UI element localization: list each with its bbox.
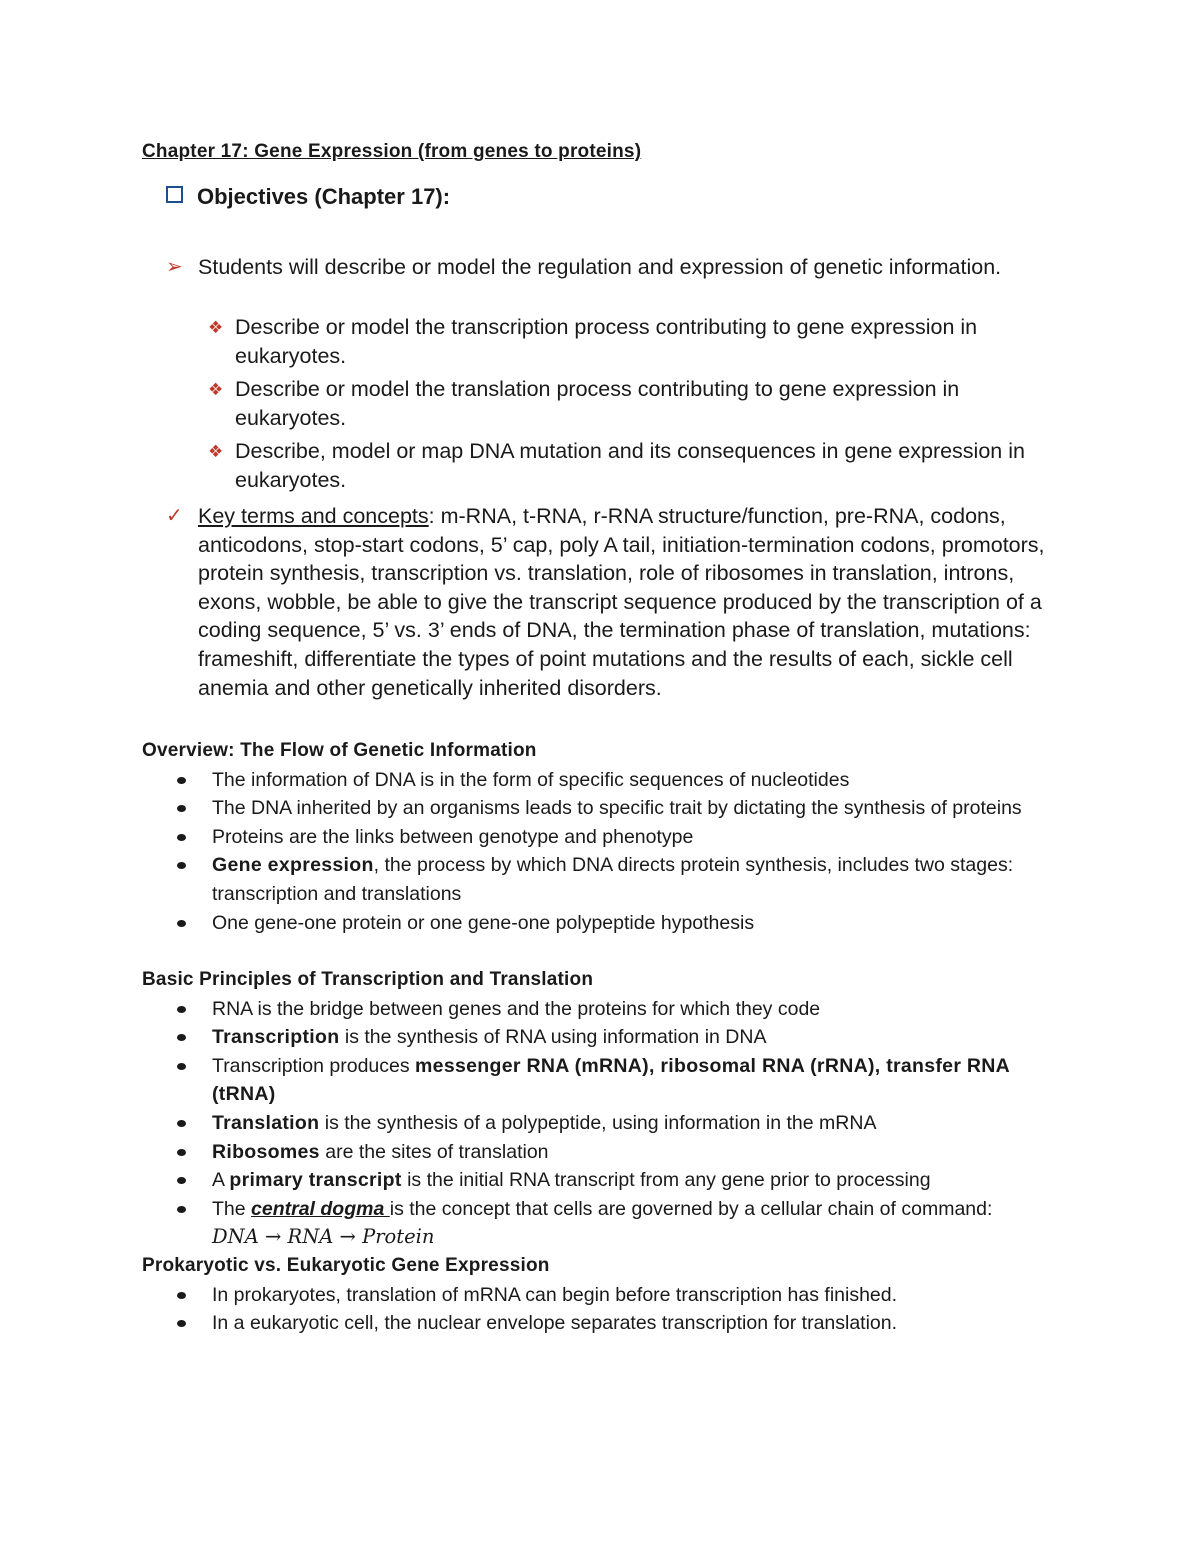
- checkbox-icon: [166, 186, 183, 203]
- diamond-bullet-icon: ❖: [208, 318, 224, 337]
- objectives-main-point: [166, 253, 1046, 282]
- list-item-text: In a eukaryotic cell, the nuclear envelope separates transcription for translation.: [212, 1312, 898, 1335]
- list-item-text: One gene-one protein or one gene-one polypeptide hypothesis: [212, 911, 755, 934]
- list-item-text: A: [212, 1169, 230, 1192]
- key-terms-body: : m-RNA, t-RNA, r-RNA structure/function, pre-RNA, codons, anticodons, stop-start codons, 5’ cap, poly A tail, initiation-termination codons, promotors, protein synthesis, transcription vs. translation, role of ribosomes in translation, introns, exons, wobble, be able to give the transcript sequence produced by the transcription of a coding sequence, 5’ vs. 3’ ends of DNA, the termination phase of translation, mutations: frameshift, differentiate the types of point mutations and the results of each, sickle cell anemia and other genetically inherited disorders.: [198, 504, 1045, 700]
- checkmark-icon: ✓: [166, 505, 183, 527]
- section-heading: Prokaryotic vs. Eukaryotic Gene Expression: [142, 1255, 550, 1276]
- main-point-text: Students will describe or model the regulation and expression of genetic information.: [198, 255, 1002, 279]
- objective-sub-item: [208, 437, 1048, 495]
- key-terms-text: [198, 502, 1046, 702]
- list-item-text: In prokaryotes, translation of mRNA can begin before transcription has finished.: [212, 1283, 898, 1306]
- list-item: [142, 995, 1042, 1024]
- term-bold: messenger RNA (mRNA), ribosomal RNA (rRNA), transfer RNA (tRNA): [212, 1054, 1010, 1106]
- central-dogma-term: central dogma: [251, 1197, 390, 1220]
- list-item: [142, 1023, 1042, 1052]
- objective-sub-item: [208, 375, 1048, 433]
- list-item-text: is the initial RNA transcript from any gene prior to processing: [401, 1169, 931, 1192]
- diamond-bullet-icon: ❖: [208, 380, 224, 399]
- list-item-text: is the synthesis of RNA using information in DNA: [339, 1026, 767, 1049]
- section-heading: Basic Principles of Transcription and Translation: [142, 969, 594, 990]
- list-item-text: is the concept that cells are governed by a cellular chain of command:: [389, 1197, 993, 1220]
- basic-principles-section: [142, 966, 1042, 1252]
- term-bold: Translation: [212, 1111, 320, 1134]
- list-item-text: RNA is the bridge between genes and the proteins for which they code: [212, 997, 821, 1020]
- list-item: [142, 1281, 1042, 1310]
- term-bold: Transcription: [212, 1026, 340, 1049]
- sub-item-text: Describe or model the translation process contributing to gene expression in eukaryotes.: [235, 377, 960, 430]
- list-item: [142, 1166, 1042, 1195]
- list-item: [142, 1109, 1042, 1138]
- list-item: [142, 1309, 1042, 1338]
- list-item: [142, 1195, 1042, 1252]
- term-bold: Ribosomes: [212, 1140, 320, 1163]
- list-item: [142, 766, 1042, 795]
- list-item-text: The information of DNA is in the form of specific sequences of nucleotides: [212, 768, 850, 791]
- list-item-text: The DNA inherited by an organisms leads to specific trait by dictating the synthesis of proteins: [212, 797, 1022, 820]
- objective-sub-item: [208, 313, 1048, 371]
- objectives-heading-text: Objectives (Chapter 17):: [197, 184, 451, 209]
- dogma-formula: DNA → RNA → Protein: [212, 1225, 435, 1249]
- list-item: [142, 909, 1042, 938]
- arrow-bullet-icon: ➢: [166, 256, 183, 278]
- key-terms-label: Key terms and concepts: [198, 504, 429, 528]
- sub-item-text: Describe, model or map DNA mutation and its consequences in gene expression in eukaryotes.: [235, 439, 1025, 492]
- list-item: [142, 851, 1042, 908]
- objectives-sub-list: [208, 313, 1048, 499]
- prok-euk-section: [142, 1252, 1042, 1338]
- basic-principles-list: [142, 995, 1042, 1252]
- term-bold: Gene expression: [212, 854, 374, 877]
- objectives-heading: [166, 184, 450, 210]
- list-item: [142, 1138, 1042, 1167]
- list-item-text: The: [212, 1197, 252, 1220]
- chapter-title: Chapter 17: Gene Expression (from genes to proteins): [142, 141, 642, 162]
- list-item-text: are the sites of translation: [319, 1140, 549, 1163]
- list-item: [142, 823, 1042, 852]
- list-item-text: , the process by which DNA directs protein synthesis, includes two stages: transcription and translations: [212, 854, 1014, 905]
- list-item-text: Proteins are the links between genotype and phenotype: [212, 825, 694, 848]
- list-item-text: is the synthesis of a polypeptide, using information in the mRNA: [319, 1111, 877, 1134]
- diamond-bullet-icon: ❖: [208, 442, 224, 461]
- overview-section: [142, 737, 1042, 937]
- sub-item-text: Describe or model the transcription process contributing to gene expression in eukaryotes.: [235, 315, 978, 368]
- section-heading: Overview: The Flow of Genetic Information: [142, 740, 537, 761]
- list-item-text: Transcription produces: [212, 1054, 416, 1077]
- list-item: [142, 1052, 1042, 1109]
- prok-euk-list: [142, 1281, 1042, 1338]
- list-item: [142, 794, 1042, 823]
- term-bold: primary transcript: [229, 1169, 402, 1192]
- key-terms: [166, 502, 1046, 702]
- overview-list: [142, 766, 1042, 938]
